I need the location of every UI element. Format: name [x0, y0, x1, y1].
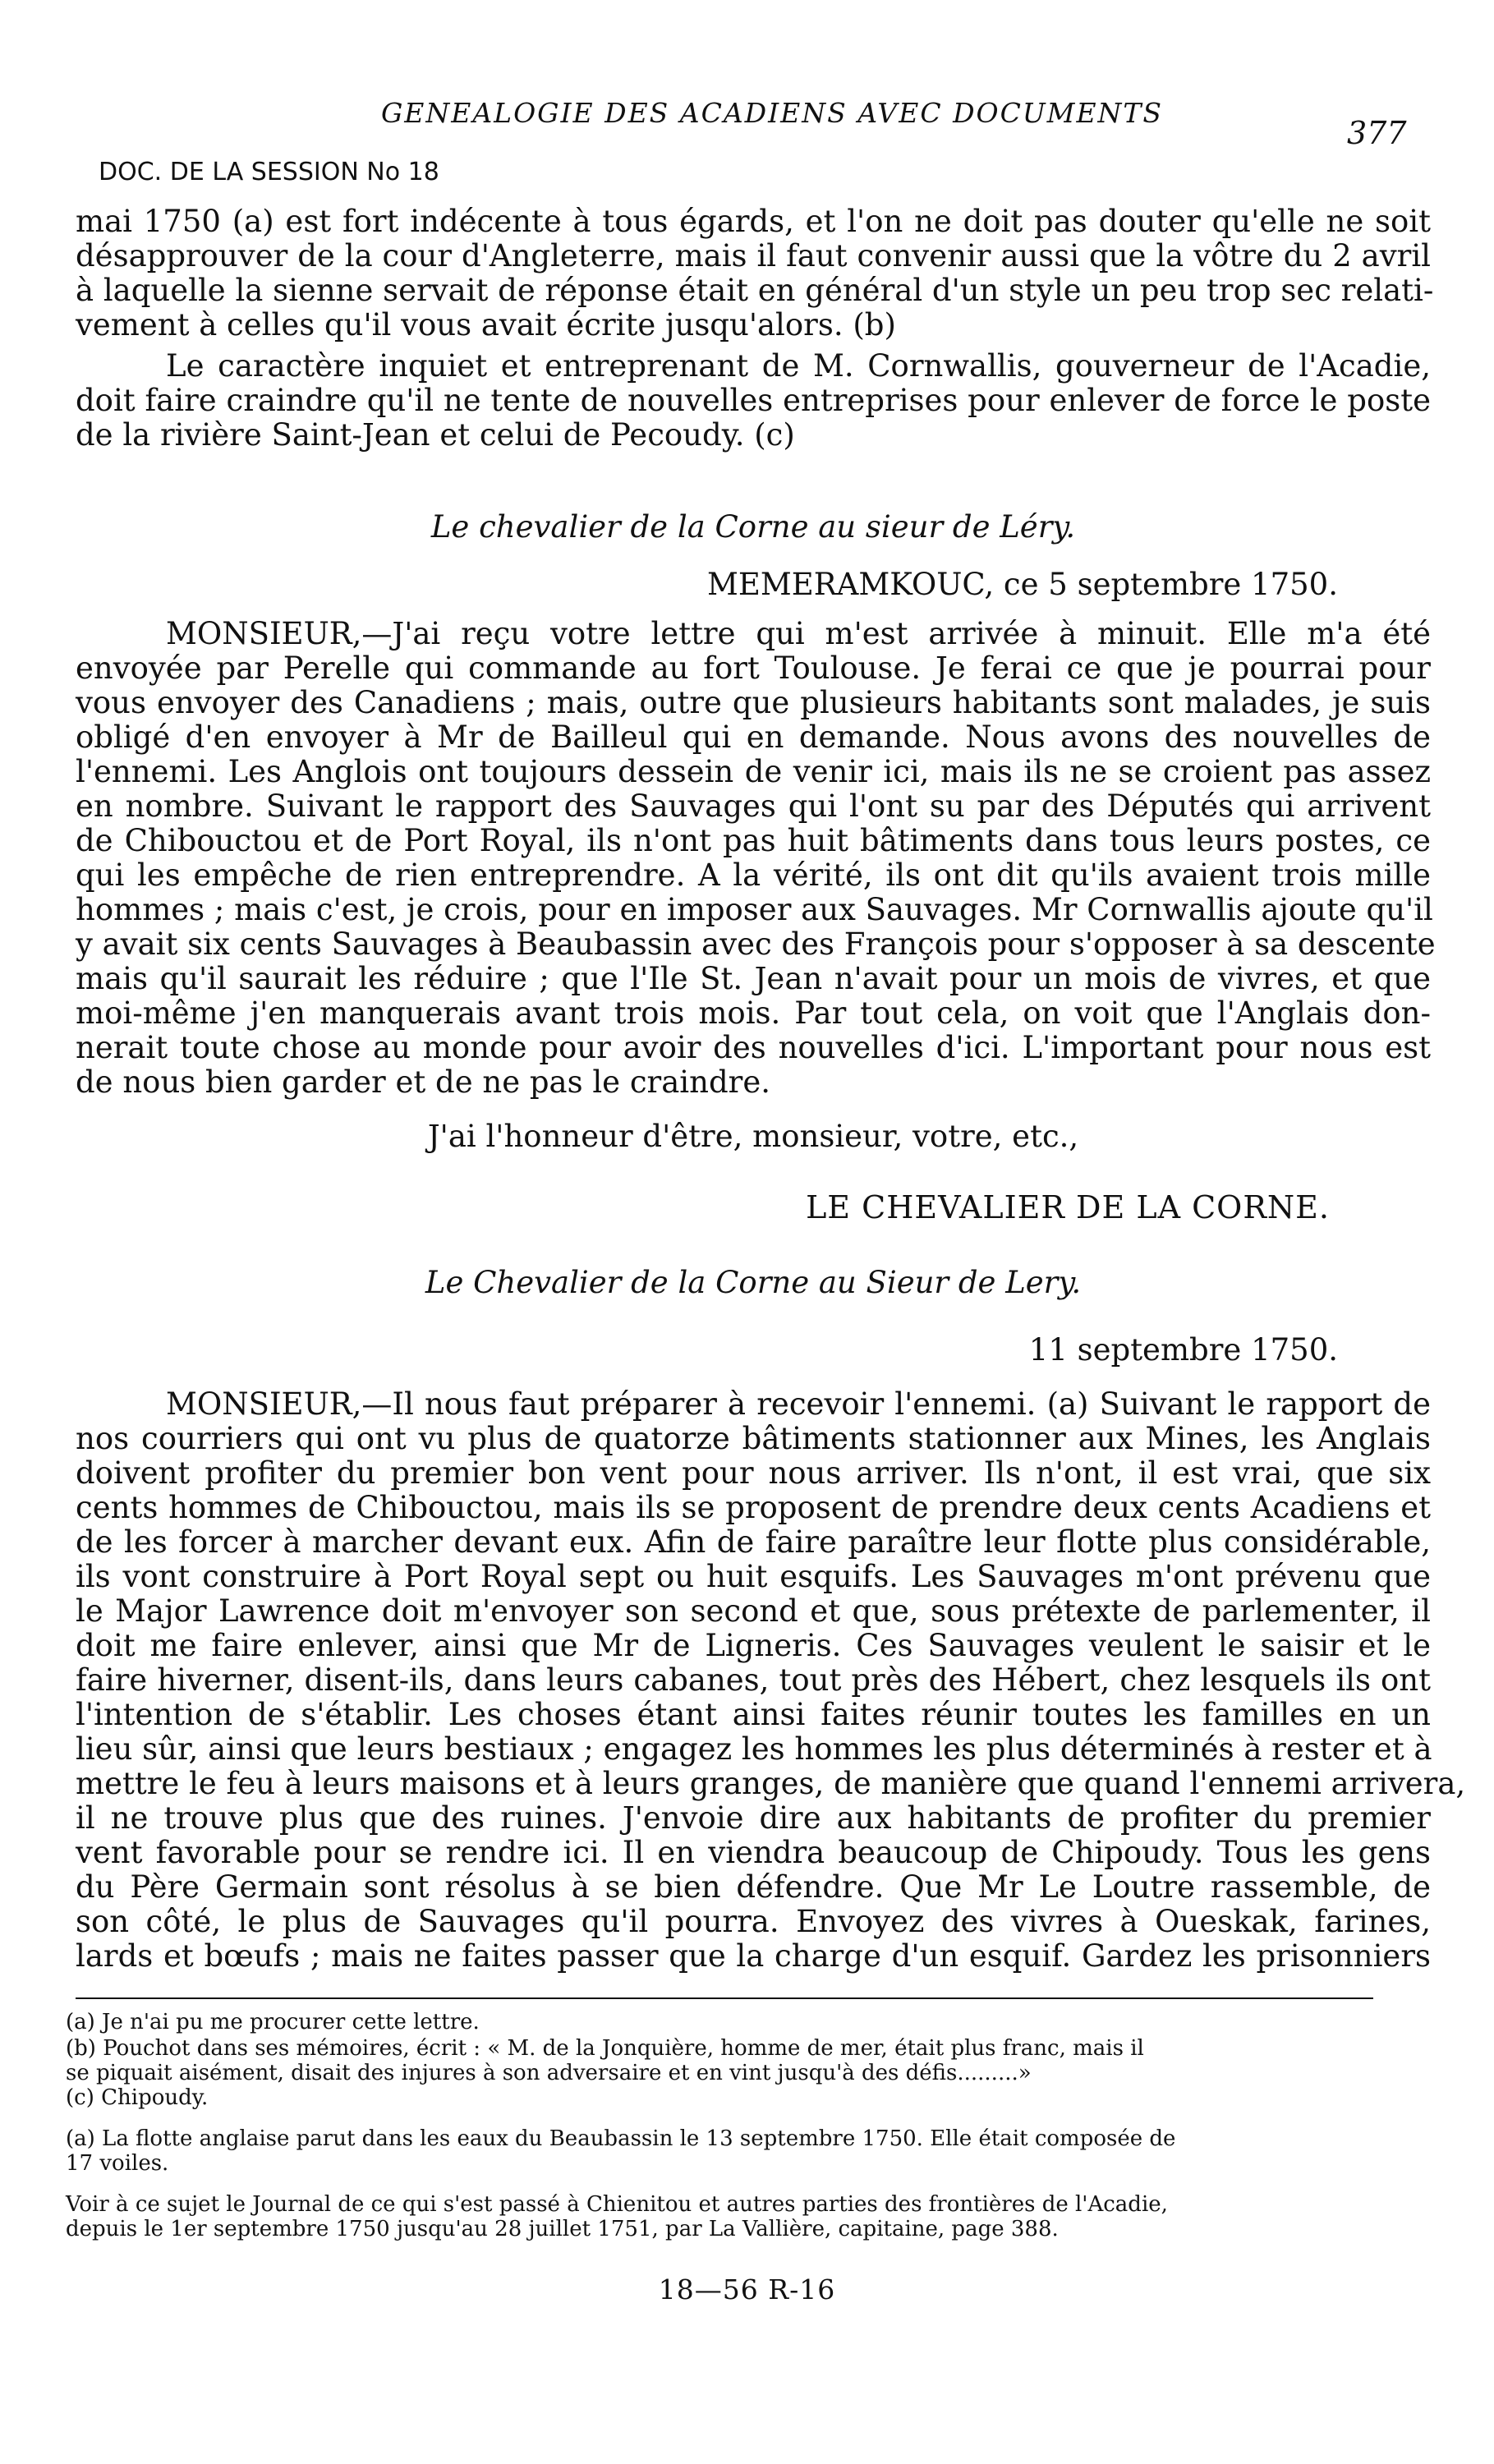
footnote-rule	[76, 1997, 1373, 1999]
letter1-line-11: mais qu'il saurait les réduire ; que l'Ile St. Jean n'avait pour un mois de vivres, et que	[76, 961, 1431, 996]
letter2-line-5: de les forcer à marcher devant eux. Afin de faire paraître leur flotte plus considérable,	[76, 1524, 1431, 1560]
paragraph2-line-1: Le caractère inquiet et entreprenant de M. Cornwallis, gouverneur de l'Acadie,	[166, 348, 1431, 384]
letter1-line-1: MONSIEUR,—J'ai reçu votre lettre qui m'est arrivée à minuit. Elle m'a été	[166, 616, 1431, 651]
letter1-line-10: y avait six cents Sauvages à Beaubassin avec des François pour s'opposer à sa descente	[76, 926, 1436, 962]
letter1-line-4: obligé d'en envoyer à Mr de Bailleul qui en demande. Nous avons des nouvelles de	[76, 719, 1431, 755]
opening-line-2: désapprouver de la cour d'Angleterre, mais il faut convenir aussi que la vôtre du 2 avril	[76, 238, 1431, 274]
footnote-3: (c) Chipoudy.	[66, 2085, 209, 2110]
footnote-5: Voir à ce sujet le Journal de ce qui s'est passé à Chienitou et autres parties des frontières de l'Acadie,	[66, 2192, 1168, 2217]
letter2-line-15: du Père Germain sont résolus à se bien défendre. Que Mr Le Loutre rassemble, de	[76, 1869, 1431, 1905]
page-code: 18—56 R-16	[658, 2273, 836, 2305]
running-header-title: GENEALOGIE DES ACADIENS AVEC DOCUMENTS	[380, 97, 1164, 129]
letter2-line-9: faire hiverner, disent-ils, dans leurs cabanes, tout près des Hébert, chez lesquels ils ont	[76, 1662, 1431, 1698]
paragraph2-line-2: doit faire craindre qu'il ne tente de nouvelles entreprises pour enlever de force le poste	[76, 383, 1431, 418]
letter2-line-7: le Major Lawrence doit m'envoyer son second et que, sous prétexte de parlementer, il	[76, 1593, 1431, 1629]
letter1-place-date: MEMERAMKOUC, ce 5 septembre 1750.	[707, 567, 1338, 602]
letter1-line-2: envoyée par Perelle qui commande au fort Toulouse. Je ferai ce que je pourrai pour	[76, 650, 1431, 686]
footnote-1: (a) Je n'ai pu me procurer cette lettre.	[66, 2010, 480, 2034]
letter1-line-3: vous envoyer des Canadiens ; mais, outre que plusieurs habitants sont malades, je suis	[76, 685, 1431, 720]
letter2-line-4: cents hommes de Chibouctou, mais ils se proposent de prendre deux cents Acadiens et	[76, 1490, 1431, 1525]
letter2-line-17: lards et bœufs ; mais ne faites passer que la charge d'un esquif. Gardez les prisonniers	[76, 1938, 1431, 1974]
letter1-signature: LE CHEVALIER DE LA CORNE.	[806, 1189, 1330, 1225]
letter1-line-12: moi-même j'en manquerais avant trois mois. Par tout cela, on voit que l'Anglais don-	[76, 995, 1431, 1031]
letter2-line-10: l'intention de s'établir. Les choses étant ainsi faites réunir toutes les familles en un	[76, 1697, 1431, 1732]
letter2-line-1: MONSIEUR,—Il nous faut préparer à recevoir l'ennemi. (a) Suivant le rapport de	[166, 1386, 1431, 1422]
letter2-line-13: il ne trouve plus que des ruines. J'envoie dire aux habitants de profiter du premier	[76, 1800, 1431, 1836]
letter1-line-14: de nous bien garder et de ne pas le craindre.	[76, 1064, 770, 1100]
letter2-line-3: doivent profiter du premier bon vent pour nous arriver. Ils n'ont, il est vrai, que six	[76, 1455, 1431, 1491]
letter2-line-8: doit me faire enlever, ainsi que Mr de Ligneris. Ces Sauvages veulent le saisir et le	[76, 1628, 1431, 1663]
footnote-2-cont: se piquait aisément, disait des injures à son adversaire et en vint jusqu'à des défis.........»	[66, 2061, 1032, 2085]
letter1-line-6: en nombre. Suivant le rapport des Sauvages qui l'ont su par des Députés qui arrivent	[76, 788, 1431, 824]
letter2-date: 11 septembre 1750.	[1028, 1332, 1338, 1368]
opening-line-1: mai 1750 (a) est fort indécente à tous égards, et l'on ne doit pas douter qu'elle ne soit	[76, 204, 1431, 239]
letter1-heading: Le chevalier de la Corne au sieur de Léry.	[430, 509, 1076, 545]
letter1-line-5: l'ennemi. Les Anglois ont toujours dessein de venir ici, mais ils ne se croient pas assez	[76, 754, 1431, 789]
opening-line-3: à laquelle la sienne servait de réponse était en général d'un style un peu trop sec relati-	[76, 273, 1434, 308]
footnote-4: (a) La flotte anglaise parut dans les eaux du Beaubassin le 13 septembre 1750. Elle était composée de	[66, 2126, 1176, 2151]
paragraph2-line-3: de la rivière Saint-Jean et celui de Pecoudy. (c)	[76, 417, 795, 453]
letter1-line-13: nerait toute chose au monde pour avoir des nouvelles d'ici. L'important pour nous est	[76, 1030, 1431, 1065]
letter2-heading: Le Chevalier de la Corne au Sieur de Lery.	[425, 1265, 1082, 1300]
page-number: 377	[1347, 115, 1407, 151]
opening-line-4: vement à celles qu'il vous avait écrite jusqu'alors. (b)	[76, 307, 896, 342]
letter2-line-12: mettre le feu à leurs maisons et à leurs granges, de manière que quand l'ennemi arrivera,	[76, 1766, 1466, 1801]
footnote-4-cont: 17 voiles.	[66, 2151, 169, 2176]
letter1-closing: J'ai l'honneur d'être, monsieur, votre, etc.,	[427, 1119, 1079, 1154]
letter2-line-6: ils vont construire à Port Royal sept ou huit esquifs. Les Sauvages m'ont prévenu que	[76, 1559, 1431, 1594]
letter2-line-14: vent favorable pour se rendre ici. Il en viendra beaucoup de Chipoudy. Tous les gens	[76, 1835, 1431, 1870]
letter2-line-2: nos courriers qui ont vu plus de quatorze bâtiments stationner aux Mines, les Anglais	[76, 1421, 1431, 1456]
letter2-line-16: son côté, le plus de Sauvages qu'il pourra. Envoyez des vivres à Oueskak, farines,	[76, 1904, 1431, 1939]
footnote-5-cont: depuis le 1er septembre 1750 jusqu'au 28 juillet 1751, par La Vallière, capitaine, page 388.	[66, 2217, 1059, 2241]
letter1-line-7: de Chibouctou et de Port Royal, ils n'ont pas huit bâtiments dans tous leurs postes, ce	[76, 823, 1431, 858]
footnote-2: (b) Pouchot dans ses mémoires, écrit : « M. de la Jonquière, homme de mer, était plus franc, mais il	[66, 2036, 1144, 2061]
letter2-line-11: lieu sûr, ainsi que leurs bestiaux ; engagez les hommes les plus déterminés à rester et à	[76, 1731, 1432, 1767]
letter1-line-8: qui les empêche de rien entreprendre. A la vérité, ils ont dit qu'ils avaient trois mille	[76, 857, 1431, 893]
session-label: DOC. DE LA SESSION No 18	[99, 158, 439, 186]
letter1-line-9: hommes ; mais c'est, je crois, pour en imposer aux Sauvages. Mr Cornwallis ajoute qu'il	[76, 892, 1433, 927]
